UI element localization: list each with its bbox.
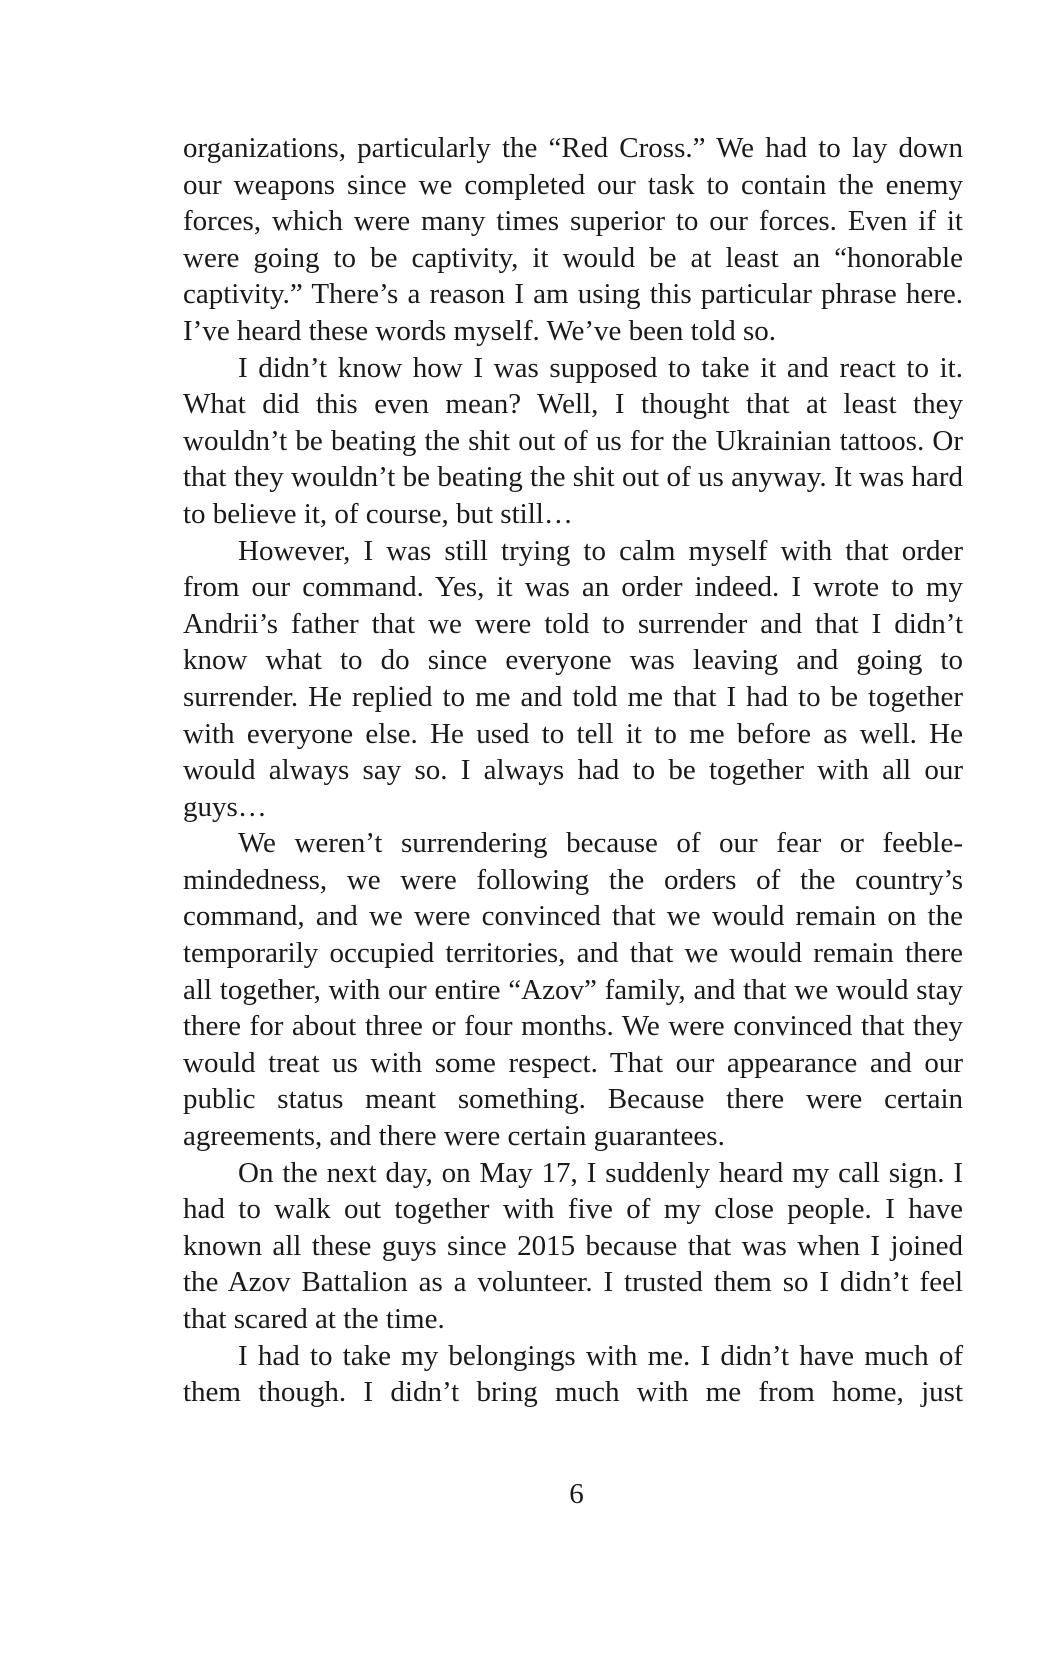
paragraph-4: We weren’t surrendering because of our fear or feeblemindedness, we were following the orders of the country’s command, and we were convinced that we would remain on the temporarily occupied territories, and that we would remain there all together, with our entire “Azov” family, and that we would stay there for about three or four months. We were convinced that they would treat us with some respect. That our appearance and our public status meant something. Because there were certain agreements, and there were certain guarantees.: [183, 827, 963, 1153]
paragraph-5: On the next day, on May 17, I suddenly heard my call sign. I had to walk out together with five of my close people. I have known all these guys since 2015 because that was when I joined the Azov Battalion as a volunteer. I trusted them so I didn’t feel that scared at the time.: [183, 1156, 963, 1335]
paragraph-3: However, I was still trying to calm myself with that order from our command. Yes, it was an order indeed. I wrote to my Andrii’s father that we were told to surrender and that I didn’t know what to do since everyone was leaving and going to surrender. He replied to me and told me that I had to be together with everyone else. He used to tell it to me before as well. He would always say so. I always had to be together with all our guys…: [183, 534, 963, 823]
page-body: [183, 130, 963, 1411]
page-number: 6: [569, 1478, 584, 1510]
paragraph-1: organizations, particularly the “Red Cross.” We had to lay down our weapons since we completed our task to contain the enemy forces, which were many times superior to our forces. Even if it were going to be captivity, it would be at least an “honorable captivity.” There’s a reason I am using this particular phrase here. I’ve heard these words myself. We’ve been told so.: [183, 132, 963, 347]
paragraph-2: I didn’t know how I was supposed to take it and react to it. What did this even mean? Well, I thought that at least they wouldn’t be beating the shit out of us for the Ukrainian tattoos. Or that they wouldn’t be beating the shit out of us anyway. It was hard to believe it, of course, but still…: [183, 351, 963, 530]
paragraph-6: I had to take my belongings with me. I didn’t have much of them though. I didn’t bring much with me from home, just: [183, 1339, 963, 1409]
